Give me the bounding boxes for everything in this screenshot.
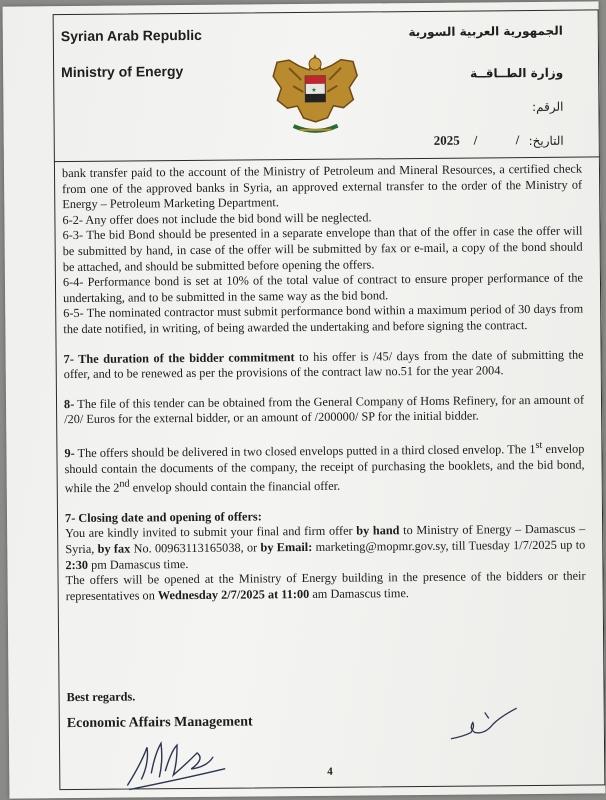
section-opening-text: The offers will be opened at the Ministry of Energy building in the presence of the bidders or their representatives on Wednesday 2/7/2025 at 11:00 am Damascus time.: [65, 568, 586, 603]
paragraph-payment-methods: bank transfer paid to the account of the Ministry of Petroleum and Mineral Resources, a certified check from one of the approved banks in Syria, an approved external transfer to the order of the Ministry of Energy – Petroleum Marketing Department.: [61, 161, 583, 212]
management-signature-title: Economic Affairs Management: [66, 714, 253, 732]
number-label-ar: الرقم:: [532, 99, 564, 114]
ministry-name-en: Ministry of Energy: [61, 63, 184, 81]
paragraph-6-5: 6-5- The nominated contractor must submit performance bond within a maximum period of 30 days from the date notified, in writing, of being awarded the undertaking and before signing the contract.: [63, 301, 584, 337]
paragraph-6-3: 6-3- The bid Bond should be presented in a separate envelope than that of the offer in case the offer will be submitted by hand, in case of the offer will be submitted by fax or e-mail, a copy of the bond should be attached, and should be submitted before opening the offers.: [62, 223, 583, 274]
ministry-name-ar: وزارة الطــاقــة: [470, 65, 564, 81]
date-slash-1: /: [473, 132, 478, 148]
handwritten-signature-right: [445, 702, 525, 748]
svg-text:★: ★: [311, 86, 317, 94]
paragraph-6-2: 6-2- Any offer does not include the bid bond will be neglected.: [62, 210, 372, 227]
date-label-ar: التاريخ:: [528, 133, 564, 149]
section-closing-date-text: You are kindly invited to submit your final and firm offer by hand to Ministry of Energy – Damascus – Syria, by fax No. 00963113165038, or by Email: marketing@mopmr.gov.sy, till Tuesday 1/7/2025 up to 2:30 pm Damascus time.: [65, 522, 586, 572]
document-body: [62, 162, 586, 605]
best-regards: Best regards.: [66, 689, 136, 705]
section-8-tender-file: 8- The file of this tender can be obtained from the General Company of Homs Refinery, for an amount of /20/ Euros for the external bidder, or an amount of /200000/ SP for the initial bidder.: [63, 392, 585, 427]
section-closing-date-title: 7- Closing date and opening of offers:: [64, 509, 262, 525]
section-7-commitment: 7- The duration of the bidder commitment to his offer is /45/ days from the date of submitting the offer, and to be renewed as per the provisions of the contract law no.51 for the year 2004.: [63, 347, 584, 382]
handwritten-signature-left: [121, 733, 242, 794]
republic-name-ar: الجمهورية العربية السورية: [408, 23, 563, 40]
section-9-envelopes: 9- The offers should be delivered in two closed envelops putted in a third closed envelop. The 1st envelop should contain the documents of the company, the receipt of purchasing the booklets, and the bid bond, while the 2nd envelop should contain the financial offer.: [64, 439, 585, 496]
page-number: 4: [327, 765, 333, 778]
date-slash-2: /: [515, 132, 520, 148]
document-page: [3, 1, 606, 798]
paragraph-6-4: 6-4- Performance bond is set at 10% of the total value of contract to ensure proper performance of the undertaking, and to be submitted in the same way as the bid bond.: [62, 270, 584, 305]
date-year: 2025: [433, 132, 460, 148]
eagle-emblem-icon: [269, 45, 362, 142]
republic-name-en: Syrian Arab Republic: [60, 26, 202, 45]
